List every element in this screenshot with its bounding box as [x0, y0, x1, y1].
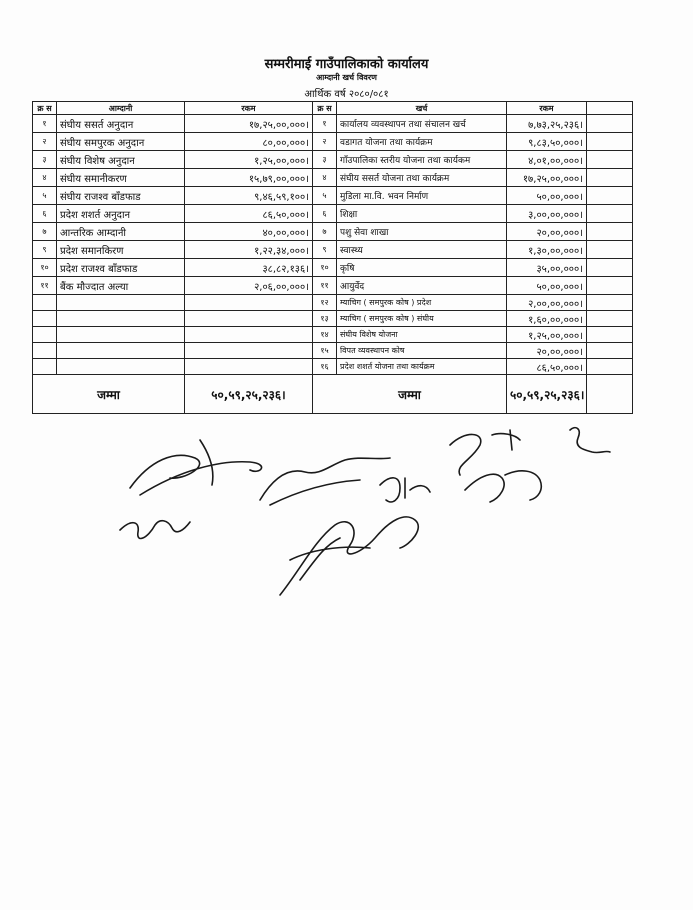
expense-sn-cell: २ — [313, 133, 337, 151]
expense-header: खर्च — [337, 102, 507, 115]
income-sn-cell: ७ — [33, 223, 57, 241]
signature-2 — [260, 458, 390, 505]
expense-label-cell: म्याचिग ( समपुरक कोष ) संघीय — [337, 311, 507, 327]
office-title: सम्मरीमाई गाउँपालिकाको कार्यालय — [264, 57, 429, 72]
blank-cell — [587, 169, 633, 187]
expense-amount-cell: २०,००,०००। — [507, 343, 587, 359]
income-sn-cell: ३ — [33, 151, 57, 169]
expense-sn-cell: ११ — [313, 277, 337, 295]
expense-label-cell: संघीय विशेष योजना — [337, 327, 507, 343]
income-sn-cell — [33, 311, 57, 327]
blank-cell — [587, 241, 633, 259]
expense-amount-cell: १,६०,००,०००। — [507, 311, 587, 327]
income-sn-cell — [33, 327, 57, 343]
income-sn-cell: ५ — [33, 187, 57, 205]
fiscal-year: आर्थिक वर्ष २०८०/०८१ — [304, 89, 389, 100]
table-row — [33, 187, 633, 205]
expense-sn-cell: १४ — [313, 327, 337, 343]
income-amount-cell: २,०६,००,०००। — [185, 277, 313, 295]
expense-label-cell: स्वास्थ्य — [337, 241, 507, 259]
income-label-cell — [57, 311, 185, 327]
income-label-cell: संघीय समपुरक अनुदान — [57, 133, 185, 151]
income-label-cell: संघीय विशेष अनुदान — [57, 151, 185, 169]
signature-7 — [465, 471, 541, 502]
expense-sn-cell: १३ — [313, 311, 337, 327]
table-row — [33, 151, 633, 169]
table-row — [33, 259, 633, 277]
table-row — [33, 311, 633, 327]
income-sn-cell: २ — [33, 133, 57, 151]
income-sn-cell: ९ — [33, 241, 57, 259]
expense-label-cell: आयुर्वेद — [337, 277, 507, 295]
income-total-label: जम्मा — [33, 375, 185, 414]
table-row — [33, 205, 633, 223]
expense-sn-header: क्र स — [313, 102, 337, 115]
income-sn-cell: ११ — [33, 277, 57, 295]
expense-label-cell: वडागत योजना तथा कार्यक्रम — [337, 133, 507, 151]
income-label-cell: संघीय राजश्व बाँडफाड — [57, 187, 185, 205]
blank-cell — [587, 223, 633, 241]
income-label-cell: प्रदेश समानकिरण — [57, 241, 185, 259]
blank-cell — [587, 311, 633, 327]
blank-cell — [587, 343, 633, 359]
income-sn-cell — [33, 295, 57, 311]
signature-3 — [450, 430, 520, 475]
expense-amount-cell: १७,२५,००,०००। — [507, 169, 587, 187]
blank-cell — [587, 327, 633, 343]
income-label-cell — [57, 327, 185, 343]
income-sn-header: क्र स — [33, 102, 57, 115]
income-header: आम्दानी — [57, 102, 185, 115]
expense-sn-cell: १६ — [313, 359, 337, 375]
signature-1 — [130, 440, 262, 495]
expense-label-cell: संघीय ससर्त योजना तथा कार्यक्रम — [337, 169, 507, 187]
expense-amount-cell: ५०,००,०००। — [507, 187, 587, 205]
expense-sn-cell: ९ — [313, 241, 337, 259]
expense-label-cell: विपत व्यवस्थापन कोष — [337, 343, 507, 359]
expense-amount-header: रकम — [507, 102, 587, 115]
income-label-cell: प्रदेश राजश्व बाँडफाड — [57, 259, 185, 277]
income-sn-cell: ६ — [33, 205, 57, 223]
income-label-cell: संघीय समानीकरण — [57, 169, 185, 187]
income-amount-cell: ८०,००,०००। — [185, 133, 313, 151]
expense-amount-cell: ३,००,००,०००। — [507, 205, 587, 223]
expense-total-amount: ५०,५९,२५,२३६। — [507, 375, 587, 414]
table-row — [33, 223, 633, 241]
income-label-cell — [57, 295, 185, 311]
income-amount-cell: १,२२,३४,०००। — [185, 241, 313, 259]
table-row — [33, 359, 633, 375]
expense-amount-cell: १,३०,००,०००। — [507, 241, 587, 259]
expense-amount-cell: ५०,००,०००। — [507, 277, 587, 295]
income-sn-cell: ४ — [33, 169, 57, 187]
table-header-row — [33, 102, 633, 115]
income-amount-cell: १,२५,००,०००। — [185, 151, 313, 169]
total-row — [33, 375, 633, 414]
signature-4 — [570, 428, 610, 453]
income-expense-table — [32, 101, 633, 414]
table-row — [33, 241, 633, 259]
income-amount-cell: ३८,८२,१३६। — [185, 259, 313, 277]
blank-cell — [587, 133, 633, 151]
expense-label-cell: म्याचिग ( समपुरक कोष ) प्रदेश — [337, 295, 507, 311]
expense-amount-cell: १,२५,००,०००। — [507, 327, 587, 343]
income-label-cell: बैंक मौज्दात अल्या — [57, 277, 185, 295]
signatures-block — [100, 420, 620, 620]
income-amount-cell: १७,२५,००,०००। — [185, 115, 313, 133]
income-amount-cell: ८६,५०,०००। — [185, 205, 313, 223]
blank-cell — [587, 151, 633, 169]
income-sn-cell — [33, 359, 57, 375]
income-amount-cell — [185, 311, 313, 327]
statement-subtitle: आम्दानी खर्च विवरण — [316, 73, 377, 82]
blank-cell — [587, 277, 633, 295]
expense-amount-cell: ८६,५०,०००। — [507, 359, 587, 375]
expense-sn-cell: ४ — [313, 169, 337, 187]
expense-sn-cell: ५ — [313, 187, 337, 205]
table-row — [33, 133, 633, 151]
expense-label-cell: कृषि — [337, 259, 507, 277]
signature-8 — [280, 517, 418, 595]
table-row — [33, 277, 633, 295]
expense-label-cell: कार्यालय व्यवस्थापन तथा संचालन खर्च — [337, 115, 507, 133]
expense-sn-cell: ३ — [313, 151, 337, 169]
income-amount-cell: ९,४६,५९,१००। — [185, 187, 313, 205]
blank-cell — [587, 359, 633, 375]
expense-sn-cell: ७ — [313, 223, 337, 241]
expense-label-cell: गाँउपालिका स्तरीय योजना तथा कार्यकम — [337, 151, 507, 169]
table-row — [33, 169, 633, 187]
income-label-cell: संघीय ससर्त अनुदान — [57, 115, 185, 133]
expense-amount-cell: ७,७३,२५,२३६। — [507, 115, 587, 133]
income-label-cell: प्रदेश शशर्त अनुदान — [57, 205, 185, 223]
expense-sn-cell: १० — [313, 259, 337, 277]
expense-sn-cell: १२ — [313, 295, 337, 311]
blank-header — [587, 102, 633, 115]
income-amount-cell — [185, 327, 313, 343]
income-label-cell: आन्तरिक आम्दानी — [57, 223, 185, 241]
expense-total-label: जम्मा — [313, 375, 507, 414]
income-amount-cell — [185, 295, 313, 311]
income-amount-cell: ४०,००,०००। — [185, 223, 313, 241]
signature-6 — [380, 478, 430, 502]
expense-sn-cell: ६ — [313, 205, 337, 223]
expense-label-cell: पशु सेवा शाखा — [337, 223, 507, 241]
table-row — [33, 115, 633, 133]
blank-cell — [587, 187, 633, 205]
expense-amount-cell: ९,८३,५०,०००। — [507, 133, 587, 151]
expense-sn-cell: १ — [313, 115, 337, 133]
income-amount-cell — [185, 359, 313, 375]
blank-cell — [587, 205, 633, 223]
table-row — [33, 295, 633, 311]
income-amount-cell — [185, 343, 313, 359]
table-row — [33, 343, 633, 359]
income-sn-cell: १० — [33, 259, 57, 277]
expense-label-cell: शिक्षा — [337, 205, 507, 223]
expense-amount-cell: ३५,००,०००। — [507, 259, 587, 277]
blank-cell — [587, 115, 633, 133]
income-sn-cell: १ — [33, 115, 57, 133]
signature-5 — [120, 521, 190, 539]
expense-amount-cell: २०,००,०००। — [507, 223, 587, 241]
expense-label-cell: प्रदेश शशर्त योजना तथा कार्यक्रम — [337, 359, 507, 375]
blank-cell — [587, 259, 633, 277]
expense-amount-cell: २,००,००,०००। — [507, 295, 587, 311]
expense-amount-cell: ४,०१,००,०००। — [507, 151, 587, 169]
expense-sn-cell: १५ — [313, 343, 337, 359]
income-sn-cell — [33, 343, 57, 359]
income-label-cell — [57, 359, 185, 375]
table-row — [33, 327, 633, 343]
blank-cell — [587, 295, 633, 311]
income-amount-header: रकम — [185, 102, 313, 115]
income-label-cell — [57, 343, 185, 359]
expense-label-cell: मुडिला मा.वि. भवन निर्माण — [337, 187, 507, 205]
income-amount-cell: १५,७९,००,०००। — [185, 169, 313, 187]
income-total-amount: ५०,५९,२५,२३६। — [185, 375, 313, 414]
total-blank-cell — [587, 375, 633, 414]
